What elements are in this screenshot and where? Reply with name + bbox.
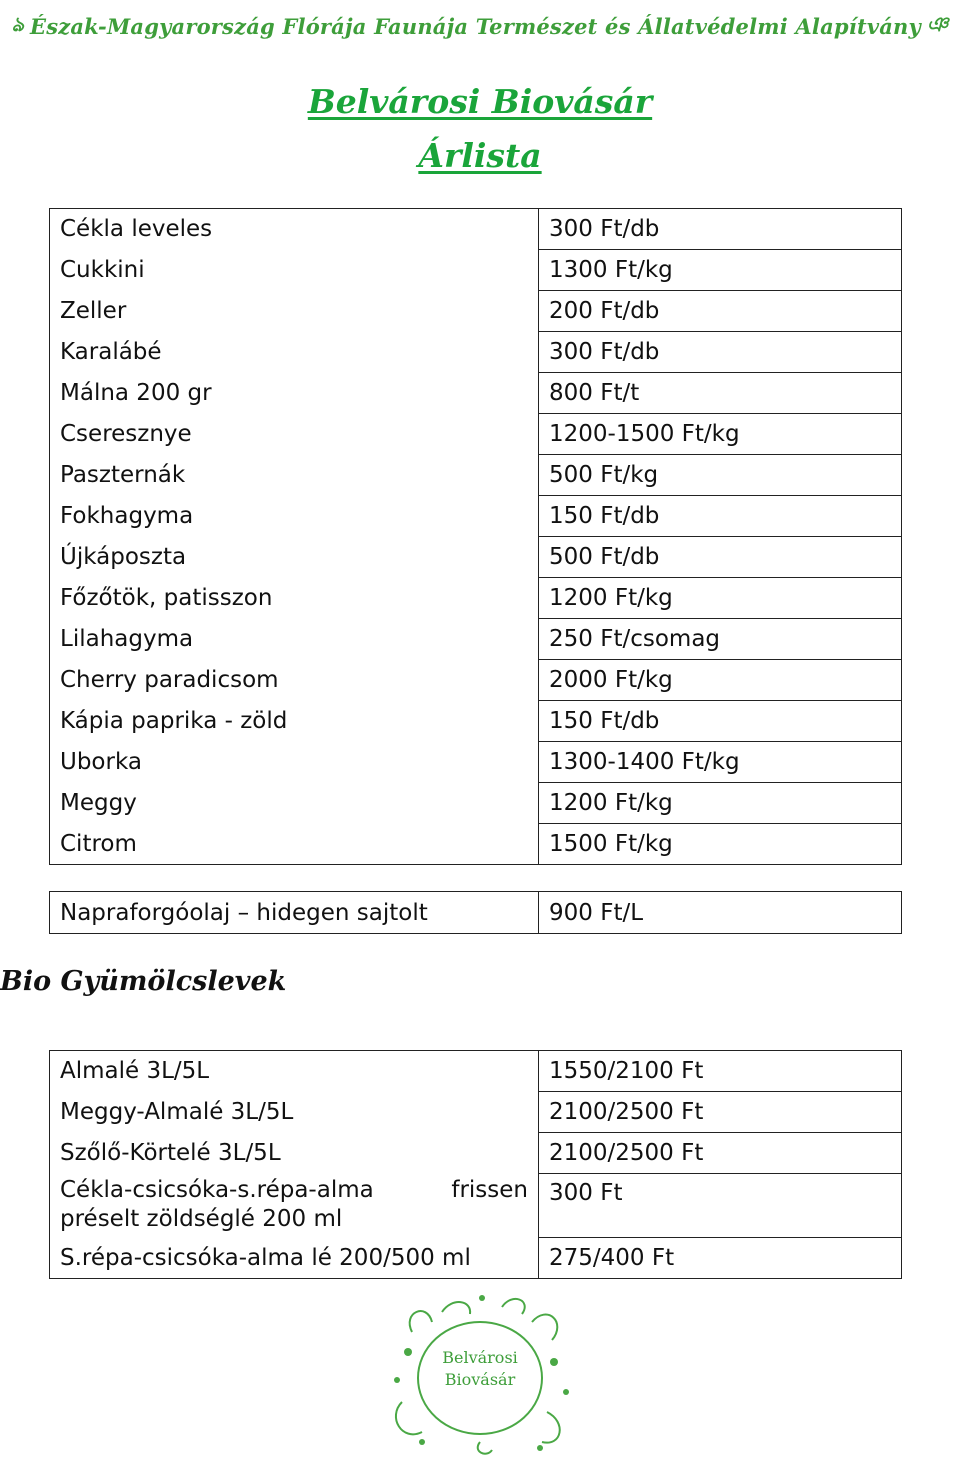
product-name: Karalábé [50, 332, 539, 373]
product-price: 2000 Ft/kg [539, 660, 902, 701]
table-row [50, 742, 902, 783]
product-price: 300 Ft/db [539, 332, 902, 373]
logo-line1: Belvárosi [442, 1348, 518, 1367]
table-row [50, 1051, 902, 1092]
product-name: Lilahagyma [50, 619, 539, 660]
product-name: Cékla-csicsóka-s.répa-alma frissen préselt zöldséglé 200 ml [50, 1174, 539, 1238]
organization-name: Észak-Magyarország Flórája Faunája Természet és Állatvédelmi Alapítvány [30, 13, 921, 39]
juice-section-title: Bio Gyümölcslevek [0, 966, 287, 997]
table-row [50, 660, 902, 701]
product-price: 500 Ft/db [539, 537, 902, 578]
table-row [50, 496, 902, 537]
product-price: 300 Ft [539, 1174, 902, 1238]
table-row [50, 824, 902, 865]
ornament-left-icon: ঌ [11, 11, 24, 36]
table-row [50, 537, 902, 578]
product-name: Almalé 3L/5L [50, 1051, 539, 1092]
price-table [49, 208, 902, 865]
table-row [50, 373, 902, 414]
product-price: 1500 Ft/kg [539, 824, 902, 865]
product-name: Cherry paradicsom [50, 660, 539, 701]
product-name: Cseresznye [50, 414, 539, 455]
product-price: 1300-1400 Ft/kg [539, 742, 902, 783]
product-name: Újkáposzta [50, 537, 539, 578]
ornament-right-icon: ঞ [926, 11, 949, 36]
table-row [50, 892, 902, 934]
product-price: 500 Ft/kg [539, 455, 902, 496]
product-name: Cukkini [50, 250, 539, 291]
product-price: 200 Ft/db [539, 291, 902, 332]
logo-line2: Biovásár [444, 1370, 516, 1389]
product-price: 2100/2500 Ft [539, 1092, 902, 1133]
product-price: 900 Ft/L [539, 892, 902, 934]
table-row [50, 414, 902, 455]
product-name: Főzőtök, patisszon [50, 578, 539, 619]
product-name: Fokhagyma [50, 496, 539, 537]
product-name: Zeller [50, 291, 539, 332]
product-price: 150 Ft/db [539, 496, 902, 537]
product-price: 275/400 Ft [539, 1238, 902, 1279]
table-row [50, 578, 902, 619]
product-name: Meggy-Almalé 3L/5L [50, 1092, 539, 1133]
product-price: 1200 Ft/kg [539, 783, 902, 824]
product-price: 1550/2100 Ft [539, 1051, 902, 1092]
page-subtitle: Árlista [418, 136, 542, 175]
table-row [50, 701, 902, 742]
table-row [50, 1092, 902, 1133]
product-name: Paszternák [50, 455, 539, 496]
table-row [50, 209, 902, 250]
oil-price-table [49, 891, 902, 934]
table-row [50, 1174, 902, 1238]
product-name: Meggy [50, 783, 539, 824]
table-row [50, 1238, 902, 1279]
product-price: 1200-1500 Ft/kg [539, 414, 902, 455]
product-name: Szőlő-Körtelé 3L/5L [50, 1133, 539, 1174]
page-title: Belvárosi Biovásár [307, 82, 653, 121]
table-row [50, 619, 902, 660]
table-row [50, 455, 902, 496]
product-name: S.répa-csicsóka-alma lé 200/500 ml [50, 1238, 539, 1279]
table-row [50, 332, 902, 373]
product-name: Málna 200 gr [50, 373, 539, 414]
product-name: Kápia paprika - zöld [50, 701, 539, 742]
product-price: 800 Ft/t [539, 373, 902, 414]
product-price: 150 Ft/db [539, 701, 902, 742]
product-price: 250 Ft/csomag [539, 619, 902, 660]
organization-header [0, 0, 960, 52]
product-name: Cékla leveles [50, 209, 539, 250]
table-row [50, 250, 902, 291]
juice-price-table [49, 1050, 902, 1279]
product-price: 300 Ft/db [539, 209, 902, 250]
product-price: 2100/2500 Ft [539, 1133, 902, 1174]
product-name: Napraforgóolaj – hidegen sajtolt [50, 892, 539, 934]
product-name: Uborka [50, 742, 539, 783]
product-price: 1300 Ft/kg [539, 250, 902, 291]
table-row [50, 291, 902, 332]
table-row [50, 783, 902, 824]
biovasar-logo [382, 1292, 578, 1458]
product-price: 1200 Ft/kg [539, 578, 902, 619]
product-name: Citrom [50, 824, 539, 865]
table-row [50, 1133, 902, 1174]
